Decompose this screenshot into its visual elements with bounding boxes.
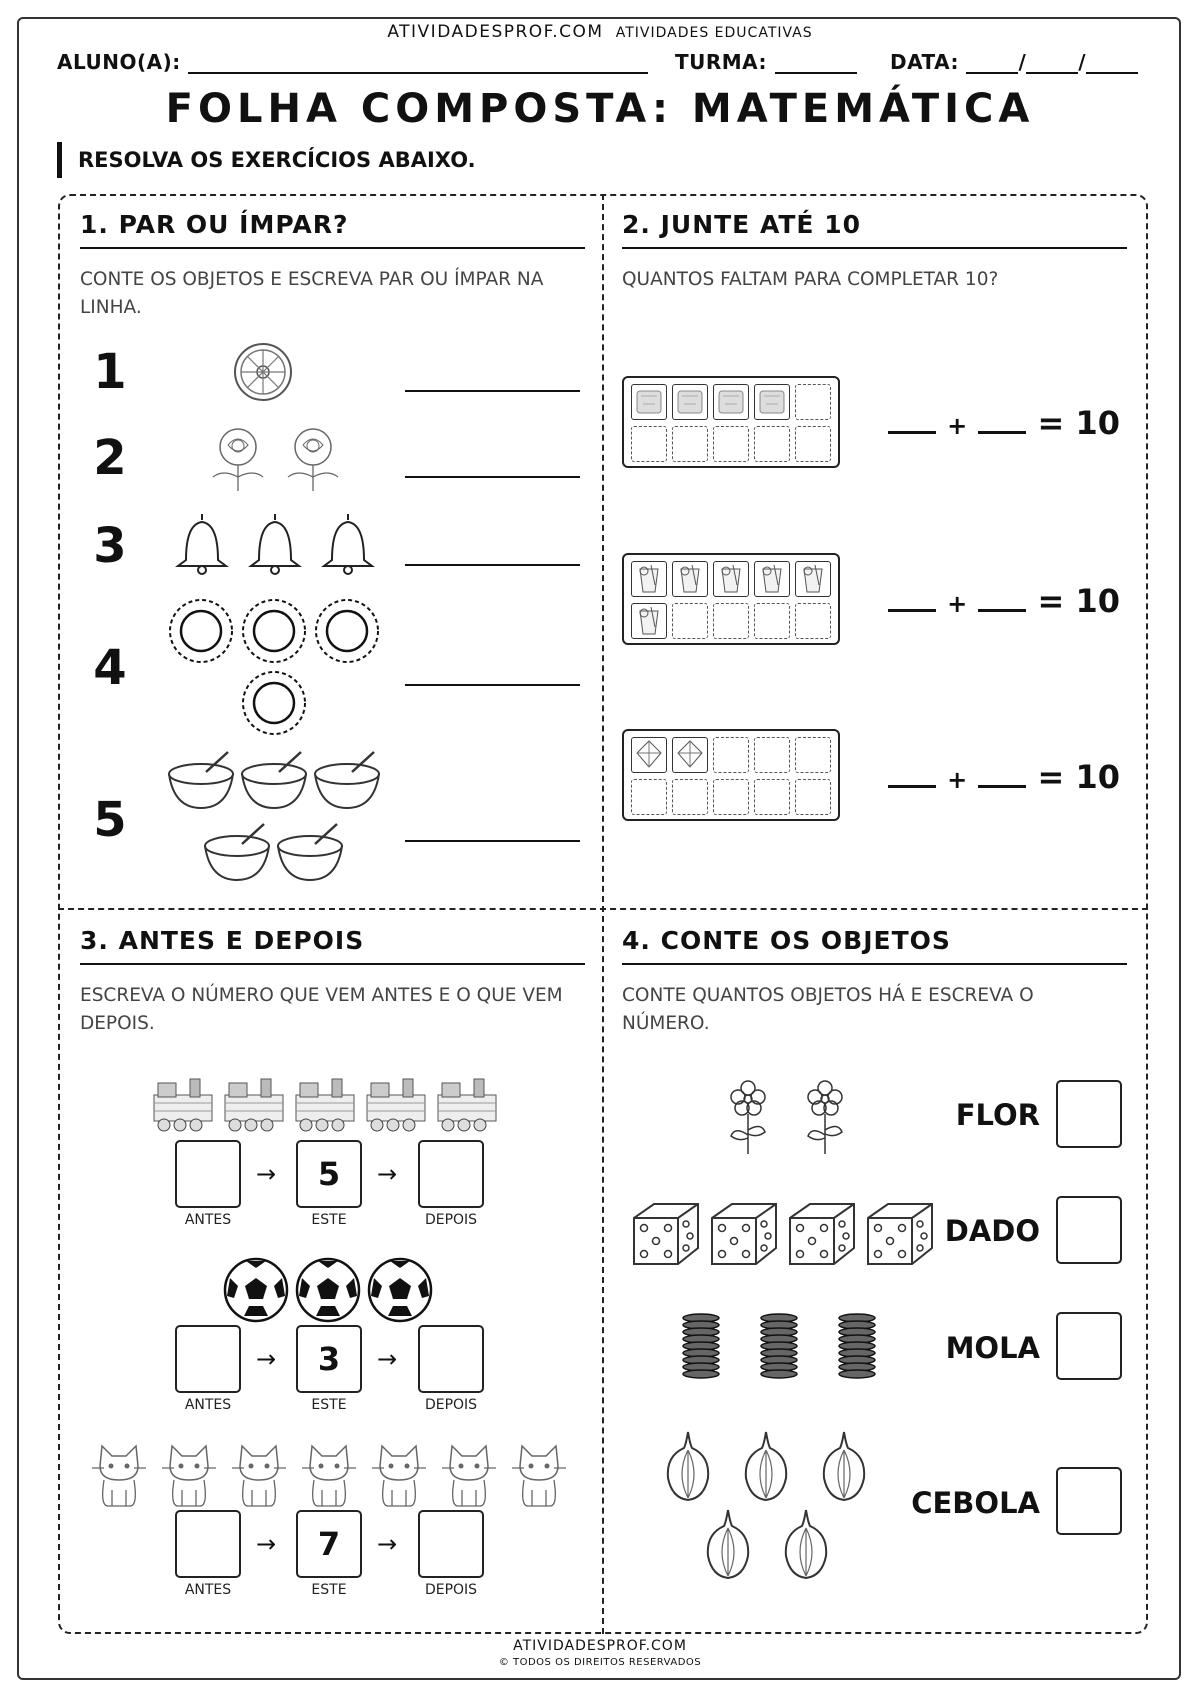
turma-line[interactable] (775, 50, 857, 74)
flower-icon (723, 1080, 773, 1155)
bowl-icon (202, 822, 272, 882)
arrow-icon: → (377, 1530, 398, 1558)
train-icon (221, 1073, 287, 1133)
train-icon (434, 1073, 500, 1133)
after-box[interactable] (418, 1140, 484, 1208)
bowl-icon (275, 822, 345, 882)
before-label: ANTES (184, 1212, 232, 1228)
plus-sign: + (947, 766, 968, 794)
date-day-line[interactable] (966, 50, 1018, 74)
row-number: 2 (93, 430, 127, 486)
section-1-desc: CONTE OS OBJETOS E ESCREVA PAR OU ÍMPAR NA LINHA. (80, 269, 544, 318)
ten-frame-cell (754, 779, 790, 815)
data-label: DATA: (890, 50, 959, 74)
ten-frame-cell (795, 603, 831, 639)
this-label: ESTE (311, 1582, 347, 1598)
row-number: 3 (93, 518, 127, 574)
section-4-desc: CONTE QUANTOS OBJETOS HÁ E ESCREVA O NÚMERO. (622, 985, 1034, 1034)
wheel-icon (233, 342, 293, 402)
blank-answer[interactable] (888, 587, 936, 612)
ten-frame-cell (754, 561, 790, 597)
cat-icon (440, 1440, 498, 1508)
count-box[interactable] (1056, 1312, 1122, 1380)
ice-cube-icon (754, 384, 790, 420)
date-slash: / (1078, 50, 1087, 74)
ice-cube-icon (631, 384, 667, 420)
after-box[interactable] (418, 1510, 484, 1578)
footer-site: ATIVIDADESPROF.COM (513, 1638, 687, 1654)
bell-icon (318, 510, 378, 575)
site-header (0, 22, 1200, 42)
sum-equation (888, 758, 1120, 796)
arrow-icon: → (256, 1530, 277, 1558)
soccer-ball-icon (222, 1256, 290, 1324)
equals-ten: = 10 (1037, 404, 1121, 442)
train-icon (363, 1073, 429, 1133)
lemonade-glass-icon (631, 561, 667, 597)
soccer-ball-icon (294, 1256, 362, 1324)
cat-icon (160, 1440, 218, 1508)
ten-frame-cell (672, 426, 708, 462)
blank-answer[interactable] (978, 409, 1026, 434)
this-label: ESTE (311, 1212, 347, 1228)
row-number: 5 (93, 792, 127, 848)
ten-frame-cell (754, 603, 790, 639)
date-year-line[interactable] (1086, 50, 1138, 74)
object-label: DADO (944, 1214, 1040, 1248)
arrow-icon: → (256, 1345, 277, 1373)
section-2-desc: QUANTOS FALTAM PARA COMPLETAR 10? (622, 269, 999, 290)
section-2-title: 2. JUNTE ATÉ 10 (622, 210, 1127, 249)
before-box[interactable] (175, 1510, 241, 1578)
ten-frame-cell (713, 384, 749, 420)
flower-icon (800, 1080, 850, 1155)
lemonade-glass-icon (713, 561, 749, 597)
equals-ten: = 10 (1037, 758, 1121, 796)
equals-ten: = 10 (1037, 582, 1121, 620)
horizontal-divider (58, 908, 1148, 910)
site-tagline: ATIVIDADES EDUCATIVAS (615, 25, 813, 41)
count-box[interactable] (1056, 1080, 1122, 1148)
cat-icon (300, 1440, 358, 1508)
soccer-ball-icon (366, 1256, 434, 1324)
current-number-box: 3 (296, 1325, 362, 1393)
ten-frame-cell (713, 737, 749, 773)
bowl-icon (312, 750, 382, 810)
plus-sign: + (947, 590, 968, 618)
ten-frame-cell (754, 737, 790, 773)
after-label: DEPOIS (424, 1397, 478, 1413)
before-label: ANTES (184, 1397, 232, 1413)
student-name-field[interactable] (57, 50, 648, 74)
dice-icon (708, 1198, 780, 1268)
before-box[interactable] (175, 1140, 241, 1208)
ten-frame-cell (795, 737, 831, 773)
cat-icon (230, 1440, 288, 1508)
date-month-line[interactable] (1026, 50, 1078, 74)
ten-frame-cell (672, 561, 708, 597)
onion-icon (700, 1506, 756, 1582)
ball-row (222, 1256, 444, 1326)
ten-frame-cell (713, 779, 749, 815)
ten-frame-cell (631, 426, 667, 462)
ten-frame (622, 553, 840, 645)
sum-equation (888, 404, 1120, 442)
count-box[interactable] (1056, 1467, 1122, 1535)
train-icon (292, 1073, 358, 1133)
lemonade-glass-icon (754, 561, 790, 597)
cat-icon (90, 1440, 148, 1508)
date-slash: / (1018, 50, 1027, 74)
answer-line[interactable] (405, 390, 580, 392)
after-label: DEPOIS (424, 1582, 478, 1598)
section-4-title: 4. CONTE OS OBJETOS (622, 926, 1127, 965)
ten-frame-cell (795, 561, 831, 597)
ten-frame-cell (754, 426, 790, 462)
plus-sign: + (947, 412, 968, 440)
cat-row (90, 1440, 550, 1510)
object-label: CEBOLA (911, 1486, 1040, 1520)
ten-frame (622, 376, 840, 468)
page-title: FOLHA COMPOSTA: MATEMÁTICA (165, 86, 1035, 132)
bowl-icon (239, 750, 309, 810)
train-icon (150, 1073, 216, 1133)
before-box[interactable] (175, 1325, 241, 1393)
ten-frame-cell (672, 737, 708, 773)
ten-frame-cell (795, 426, 831, 462)
onion-icon (738, 1428, 794, 1504)
train-row (150, 1073, 510, 1135)
ten-frame-cell (631, 561, 667, 597)
answer-line[interactable] (405, 476, 580, 478)
arrow-icon: → (256, 1160, 277, 1188)
before-label: ANTES (184, 1582, 232, 1598)
object-label: FLOR (955, 1098, 1040, 1132)
cat-icon (510, 1440, 568, 1508)
current-number-box: 7 (296, 1510, 362, 1578)
blank-answer[interactable] (888, 763, 936, 788)
instruction: RESOLVA OS EXERCÍCIOS ABAIXO. (57, 142, 476, 178)
lemonade-glass-icon (795, 561, 831, 597)
kite-icon (631, 737, 667, 773)
lemonade-glass-icon (631, 603, 667, 639)
count-box[interactable] (1056, 1196, 1122, 1264)
spring-icon (758, 1310, 800, 1382)
lemonade-glass-icon (672, 561, 708, 597)
blank-answer[interactable] (978, 763, 1026, 788)
blank-answer[interactable] (978, 587, 1026, 612)
spring-icon (836, 1310, 878, 1382)
sun-icon (166, 596, 236, 666)
object-label: MOLA (945, 1331, 1040, 1365)
rose-icon (278, 425, 348, 493)
answer-line[interactable] (405, 564, 580, 566)
ten-frame-cell (672, 384, 708, 420)
dice-icon (630, 1198, 702, 1268)
ten-frame-cell (631, 737, 667, 773)
sun-icon (239, 596, 309, 666)
after-box[interactable] (418, 1325, 484, 1393)
footer-rights: © TODOS OS DIREITOS RESERVADOS (498, 1657, 702, 1668)
onion-icon (816, 1428, 872, 1504)
this-label: ESTE (311, 1397, 347, 1413)
section-3-title: 3. ANTES E DEPOIS (80, 926, 585, 965)
rose-icon (203, 425, 273, 493)
blank-answer[interactable] (888, 409, 936, 434)
onion-icon (778, 1506, 834, 1582)
ten-frame-cell (795, 779, 831, 815)
section-3-desc: ESCREVA O NÚMERO QUE VEM ANTES E O QUE VEM DEPOIS. (80, 985, 563, 1034)
ten-frame-cell (672, 603, 708, 639)
current-number-box: 5 (296, 1140, 362, 1208)
dice-icon (786, 1198, 858, 1268)
class-field[interactable] (675, 50, 857, 74)
ten-frame-cell (672, 779, 708, 815)
kite-icon (672, 737, 708, 773)
ten-frame-cell (631, 603, 667, 639)
site-name: ATIVIDADESPROF.COM (387, 22, 604, 42)
ten-frame-cell (713, 426, 749, 462)
answer-line[interactable] (405, 840, 580, 842)
dice-row (630, 1198, 940, 1270)
bowl-icon (166, 750, 236, 810)
section-1-title: 1. PAR OU ÍMPAR? (80, 210, 585, 249)
sum-equation (888, 582, 1120, 620)
bell-icon (172, 510, 232, 575)
cat-icon (370, 1440, 428, 1508)
sun-icon (312, 596, 382, 666)
ten-frame-cell (754, 384, 790, 420)
spring-row (680, 1310, 920, 1385)
arrow-icon: → (377, 1345, 398, 1373)
turma-label: TURMA: (675, 50, 768, 74)
ice-cube-icon (672, 384, 708, 420)
ten-frame-cell (631, 384, 667, 420)
ten-frame-cell (713, 561, 749, 597)
ten-frame-cell (795, 384, 831, 420)
aluno-label: ALUNO(A): (57, 50, 181, 74)
ice-cube-icon (713, 384, 749, 420)
answer-line[interactable] (405, 684, 580, 686)
row-number: 1 (93, 344, 127, 400)
spring-icon (680, 1310, 722, 1382)
vertical-divider (602, 194, 604, 1634)
sun-icon (239, 668, 309, 738)
arrow-icon: → (377, 1160, 398, 1188)
row-number: 4 (93, 640, 127, 696)
after-label: DEPOIS (424, 1212, 478, 1228)
ten-frame (622, 729, 840, 821)
onion-group (660, 1428, 900, 1588)
date-field[interactable] (890, 50, 1138, 74)
ten-frame-cell (631, 779, 667, 815)
ten-frame-cell (713, 603, 749, 639)
onion-icon (660, 1428, 716, 1504)
bell-icon (245, 510, 305, 575)
aluno-line[interactable] (188, 50, 648, 74)
